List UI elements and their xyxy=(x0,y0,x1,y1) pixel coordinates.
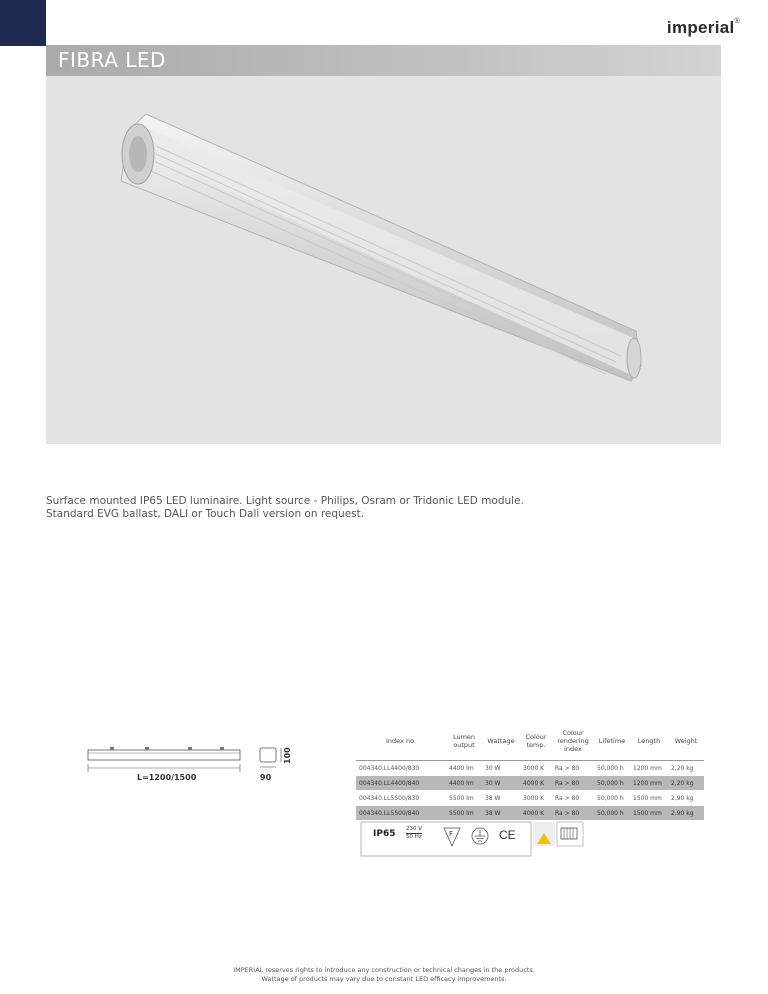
column-header: Lumen output xyxy=(452,733,476,749)
voltage-label: 230 V xyxy=(406,826,423,832)
footer-line: IMPERIAL reserves rights to introduce any construction or technical changes in the products. xyxy=(233,966,535,974)
table-cell: 1200 mm xyxy=(630,776,668,791)
table-cell: 4400 lm xyxy=(446,776,482,791)
table-cell: 1200 mm xyxy=(630,761,668,776)
f-mark: F xyxy=(449,830,454,838)
ce-mark: CE xyxy=(499,828,516,842)
column-header: Wattage xyxy=(487,737,515,745)
table-cell: 4000 K xyxy=(520,806,552,821)
footer-line: Wattage of products may vary due to constant LED efficacy improvements. xyxy=(261,975,507,983)
height-dimension: 100 xyxy=(283,747,292,764)
column-header: Lifetime xyxy=(598,737,626,745)
length-dimension: L=1200/1500 xyxy=(137,773,197,782)
table-cell: Ra > 80 xyxy=(552,761,594,776)
page-title: FIBRA LED xyxy=(58,48,166,72)
table-cell: 38 W xyxy=(482,791,520,806)
column-header: Index no. xyxy=(385,737,416,745)
table-cell: 2,90 kg xyxy=(668,791,704,806)
column-header: Weight xyxy=(674,737,698,745)
table-cell: 30 W xyxy=(482,761,520,776)
table-cell: 2,90 kg xyxy=(668,806,704,821)
table-cell: 1500 mm xyxy=(630,806,668,821)
table-cell: 1500 mm xyxy=(630,791,668,806)
table-cell: 3000 K xyxy=(520,761,552,776)
luminaire-image xyxy=(46,76,721,444)
table-cell: 4000 K xyxy=(520,776,552,791)
table-cell: 2,20 kg xyxy=(668,761,704,776)
table-header-row xyxy=(356,722,704,761)
title-bar xyxy=(46,45,721,76)
table-cell: 004340.LL4400/830 xyxy=(356,761,446,776)
column-header: Colour temp. xyxy=(525,733,547,749)
table-cell: Ra > 80 xyxy=(552,806,594,821)
corner-block xyxy=(0,0,46,46)
footer-disclaimer xyxy=(0,966,768,984)
table-cell: 004340.LL4400/840 xyxy=(356,776,446,791)
table-cell: 50,000 h xyxy=(594,761,630,776)
table-cell: 50,000 h xyxy=(594,791,630,806)
width-dimension: 90 xyxy=(260,773,272,782)
table-row xyxy=(356,761,704,776)
table-cell: 5500 lm xyxy=(446,791,482,806)
power-rating xyxy=(406,826,422,841)
ip-rating: IP65 xyxy=(373,829,396,839)
spec-table xyxy=(356,722,704,820)
table-cell: 004340.LL5500/830 xyxy=(356,791,446,806)
frequency-label: 50 Hz xyxy=(406,834,422,840)
dimension-drawing xyxy=(80,740,300,790)
table-cell: 38 W xyxy=(482,806,520,821)
product-description xyxy=(46,495,524,521)
table-cell: 50,000 h xyxy=(594,776,630,791)
column-header: Colour rendering index xyxy=(557,729,589,753)
certification-strip xyxy=(356,820,596,860)
side-view-drawing xyxy=(80,740,300,790)
table-cell: 004340.LL5500/840 xyxy=(356,806,446,821)
table-row xyxy=(356,776,704,791)
table-row xyxy=(356,791,704,806)
table-cell: 50,000 h xyxy=(594,806,630,821)
table-row xyxy=(356,806,704,821)
product-photo xyxy=(46,76,721,444)
table-cell: 30 W xyxy=(482,776,520,791)
table-cell: Ra > 80 xyxy=(552,776,594,791)
table-cell: 2,20 kg xyxy=(668,776,704,791)
certification-frames xyxy=(356,820,596,860)
brand-logo: imperial® xyxy=(666,18,740,37)
description-line: Surface mounted IP65 LED luminaire. Light source - Philips, Osram or Tridonic LED module. xyxy=(46,495,524,507)
description-line: Standard EVG ballast, DALI or Touch Dali version on request. xyxy=(46,508,365,520)
table-cell: Ra > 80 xyxy=(552,791,594,806)
table-cell: 3000 K xyxy=(520,791,552,806)
table-cell: 4400 lm xyxy=(446,761,482,776)
column-header: Length xyxy=(637,737,661,745)
table-cell: 5500 lm xyxy=(446,806,482,821)
